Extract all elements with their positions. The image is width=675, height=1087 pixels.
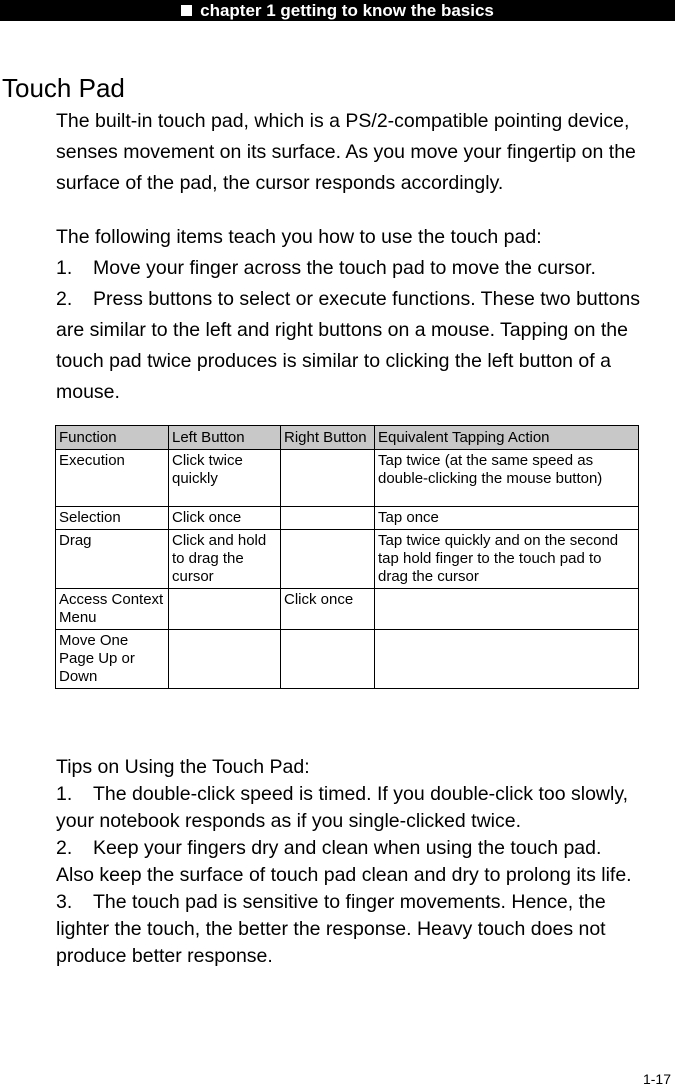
usage-item-2-continued: are similar to the left and right buttons on a mouse. Tapping on the xyxy=(56,319,628,341)
tip-3-continued: produce better response. xyxy=(56,945,273,967)
item-text: Move your finger across the touch pad to move the cursor. xyxy=(93,257,596,279)
table-cell xyxy=(375,630,639,689)
item-text: Keep your fingers dry and clean when using the touch pad. xyxy=(93,837,602,859)
table-header-row xyxy=(56,426,639,450)
table-cell: Execution xyxy=(56,450,169,507)
chapter-header-title: chapter 1 getting to know the basics xyxy=(200,1,494,20)
table-cell: Tap twice quickly and on the second tap hold finger to the touch pad to drag the cursor xyxy=(375,530,639,589)
usage-paragraph xyxy=(56,222,675,408)
table-cell xyxy=(281,507,375,530)
section-title: Touch Pad xyxy=(2,73,125,103)
table-row xyxy=(56,530,639,589)
item-text: Press buttons to select or execute functions. These two buttons xyxy=(93,288,641,310)
usage-item-1 xyxy=(56,253,675,284)
column-header: Right Button xyxy=(281,426,375,450)
table-cell xyxy=(375,589,639,630)
table-cell: Move One Page Up or Down xyxy=(56,630,169,689)
tip-1 xyxy=(56,781,675,808)
column-header: Equivalent Tapping Action xyxy=(375,426,639,450)
table-cell xyxy=(281,630,375,689)
tip-3-continued: lighter the touch, the better the response. Heavy touch does not xyxy=(56,918,606,940)
usage-item-2 xyxy=(56,284,675,315)
table-row xyxy=(56,589,639,630)
item-number: 2. xyxy=(56,288,73,310)
item-number: 1. xyxy=(56,257,73,279)
table-cell: Click twice quickly xyxy=(169,450,281,507)
table-cell: Tap once xyxy=(375,507,639,530)
table-row xyxy=(56,450,639,507)
table-cell: Selection xyxy=(56,507,169,530)
intro-line: surface of the pad, the cursor responds accordingly. xyxy=(56,172,504,194)
item-number: 2. xyxy=(56,837,73,859)
tip-3 xyxy=(56,889,675,916)
tip-2 xyxy=(56,835,675,862)
item-number: 3. xyxy=(56,891,73,913)
tip-1-continued: your notebook responds as if you single-clicked twice. xyxy=(56,810,521,832)
intro-line: The built-in touch pad, which is a PS/2-compatible pointing device, xyxy=(56,110,630,132)
usage-item-2-continued: mouse. xyxy=(56,381,120,403)
item-text: The touch pad is sensitive to finger movements. Hence, the xyxy=(93,891,606,913)
table-cell: Tap twice (at the same speed as double-clicking the mouse button) xyxy=(375,450,639,507)
table-cell: Click once xyxy=(169,507,281,530)
intro-paragraph xyxy=(56,106,675,199)
column-header: Function xyxy=(56,426,169,450)
table-cell xyxy=(281,530,375,589)
column-header: Left Button xyxy=(169,426,281,450)
square-bullet-icon xyxy=(181,5,192,16)
page-number: 1-17 xyxy=(642,1071,671,1087)
table-cell xyxy=(169,589,281,630)
tip-2-continued: Also keep the surface of touch pad clean and dry to prolong its life. xyxy=(56,864,632,886)
table-cell: Drag xyxy=(56,530,169,589)
table-row xyxy=(56,630,639,689)
table-cell: Click once xyxy=(281,589,375,630)
table-cell: Click and hold to drag the cursor xyxy=(169,530,281,589)
usage-item-2-continued: touch pad twice produces is similar to clicking the left button of a xyxy=(56,350,611,372)
intro-line: senses movement on its surface. As you move your fingertip on the xyxy=(56,141,636,163)
chapter-header xyxy=(0,0,675,21)
table-row xyxy=(56,507,639,530)
tips-title: Tips on Using the Touch Pad: xyxy=(56,756,310,778)
usage-lead: The following items teach you how to use the touch pad: xyxy=(56,226,542,248)
table-cell xyxy=(281,450,375,507)
item-number: 1. xyxy=(56,783,73,805)
item-text: The double-click speed is timed. If you double-click too slowly, xyxy=(93,783,629,805)
table-cell xyxy=(169,630,281,689)
table-cell: Access Context Menu xyxy=(56,589,169,630)
tips-paragraph xyxy=(56,754,675,970)
touchpad-functions-table xyxy=(55,425,639,689)
